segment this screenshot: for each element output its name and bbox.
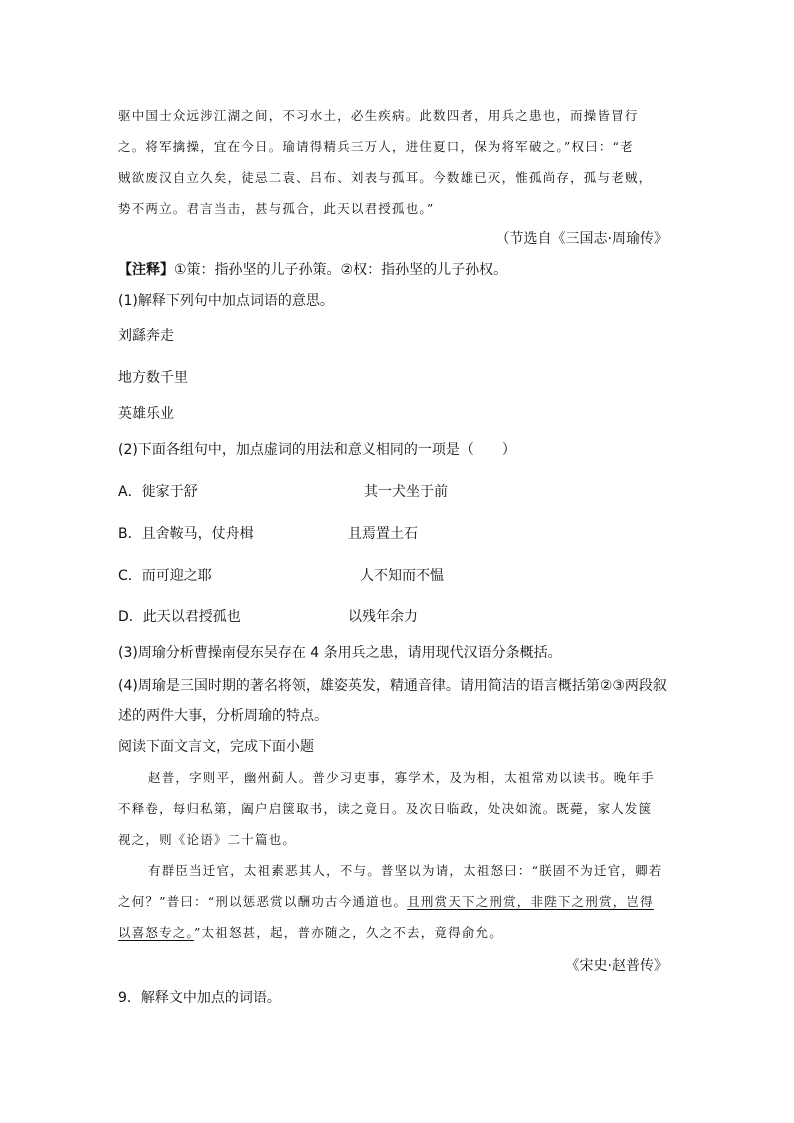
q2-prompt: (2)下面各组句中，加点虚词的用法和意义相同的一项是（ ） [118, 442, 516, 458]
q9-prompt: 9．解释文中加点的词语。 [118, 990, 281, 1006]
passage1-line-1: 驱中国士众远涉江湖之间，不习水土，必生疾病。此数四者，用兵之患也，而操皆冒行 [118, 108, 639, 123]
notes [118, 260, 507, 280]
q1-item-2: 地方数千里 [118, 370, 188, 386]
q2-option-b: B．且舍鞍马，仗舟楫 [118, 526, 254, 542]
q1-prompt: (1)解释下列句中加点词语的意思。 [118, 293, 334, 309]
reading2-underlined-sentence-part-1: 且刑赏天下之刑赏，非陛下之刑赏，岂得 [407, 894, 654, 909]
q2-option-c-compare: 人不知而不愠 [360, 568, 444, 584]
q3-prompt: (3)周瑜分析曹操南侵东吴存在 4 条用兵之患，请用现代汉语分条概括。 [118, 645, 562, 661]
q2-option-a-compare: 其一犬坐于前 [364, 484, 448, 500]
q2-option-a: A．徙家于舒 [118, 484, 198, 500]
passage1-line-3: 贼欲废汉自立久矣，徒忌二袁、吕布、刘表与孤耳。今数雄已灭，惟孤尚存，孤与老贼， [118, 170, 653, 185]
passage1-line-2: 之。将军擒操，宜在今日。瑜请得精兵三万人，进住夏口，保为将军破之。”权曰：“老 [118, 139, 634, 154]
reading2-p1-line-1: 赵普，字则平，幽州蓟人。普少习吏事，寡学术，及为相，太祖常劝以读书。晚年手 [148, 770, 655, 785]
q2-option-d: D．此天以君授孤也 [118, 609, 241, 625]
reading2-p1-line-3: 视之，则《论语》二十篇也。 [118, 832, 297, 847]
reading2-p2-line-1: 有群臣当迁官，太祖素恶其人，不与。普坚以为请，太祖怒曰：“朕固不为迁官，卿若 [148, 863, 663, 878]
q2-option-d-compare: 以残年余力 [348, 609, 418, 625]
notes-label: 【注释】 [118, 262, 174, 278]
notes-text: ①策：指孙坚的儿子孙策。②权：指孙坚的儿子孙权。 [174, 262, 508, 278]
reading2-underlined-sentence-part-2: 以喜怒专之。 [118, 925, 194, 940]
reading2-p1-line-2: 不释卷，每归私第，阖户启箧取书，读之竟日。及次日临政，处决如流。既薨，家人发箧 [118, 801, 653, 816]
passage1-source: （节选自《三国志·周瑜传》 [495, 231, 668, 247]
reading2-p2-line-3-plain: ”太祖怒甚，起，普亦随之，久之不去，竟得俞允。 [193, 925, 503, 940]
q2-option-c: C．而可迎之耶 [118, 568, 212, 584]
q2-option-b-compare: 且焉置土石 [348, 526, 418, 542]
reading2-p2-line-3 [118, 923, 503, 943]
reading2-source: 《宋史·赵普传》 [565, 958, 668, 974]
passage1-line-4: 势不两立。君言当击，甚与孤合，此天以君授孤也。” [118, 201, 435, 216]
q1-item-3: 英雄乐业 [118, 406, 174, 422]
q1-item-1: 刘繇奔走 [118, 328, 174, 344]
reading2-p2-line-2-plain: 之何？”普曰：“刑以惩恶赏以酬功古今通道也。 [118, 894, 408, 909]
reading2-p2-line-2 [118, 892, 654, 912]
reading2-intro: 阅读下面文言文，完成下面小题 [118, 739, 314, 755]
q4-line-2: 述的两件大事，分析周瑜的特点。 [118, 708, 328, 724]
q4-line-1: (4)周瑜是三国时期的著名将领，雄姿英发，精通音律。请用简洁的语言概括第②③两段叙 [118, 678, 667, 694]
